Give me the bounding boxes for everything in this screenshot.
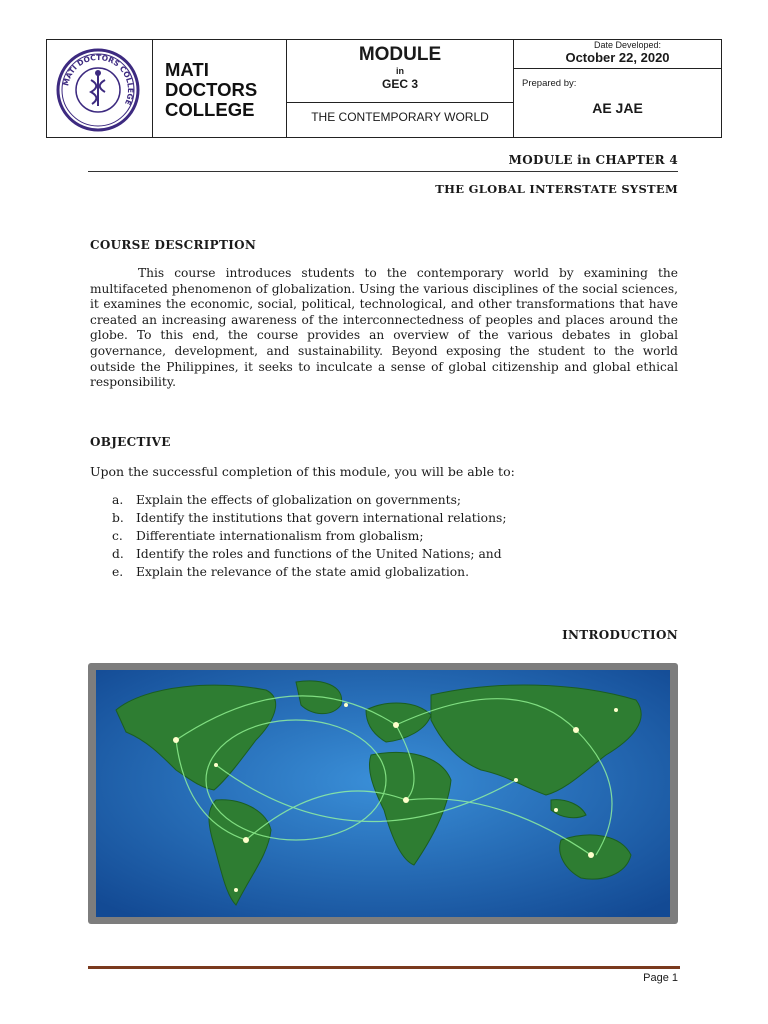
module-title: MODULE [358,44,442,65]
module-cell [287,40,514,137]
list-item: e. Explain the relevance of the state amid globalization. [112,565,470,579]
date-value: October 22, 2020 [565,50,670,65]
prepared-value: AE JAE [592,100,643,116]
module-header-table [46,39,722,138]
date-label: Date Developed: [593,40,661,50]
meta-cell [514,40,721,137]
course-code: GEC 3 [381,77,418,91]
divider [88,171,678,172]
objective-heading: OBJECTIVE [90,435,171,449]
course-title: THE CONTEMPORARY WORLD [311,110,489,124]
college-name-cell [153,40,287,137]
module-in: in [396,66,404,76]
college-name: MATI DOCTORS COLLEGE [165,59,258,120]
topic-heading: THE GLOBAL INTERSTATE SYSTEM [435,182,678,196]
list-item: b. Identify the institutions that govern international relations; [112,511,507,525]
world-map-network-icon [96,670,670,917]
introduction-heading: INTRODUCTION [562,628,678,642]
world-map-image [88,663,678,924]
prepared-label: Prepared by: [522,78,577,89]
objective-lead: Upon the successful completion of this module, you will be able to: [90,464,515,479]
course-description-body: This course introduces students to the contemporary world by examining the multifaceted phenomenon of globalization. Using the various disciplines of the social sciences, it examines the economic, social, political, technological, and other transformations that have created an increasing awareness of the interconnectedness of peoples and places around the globe. To this end, the course provides an overview of the various debates in global governance, development, and sustainability. Beyond exposing the student to the world outside the Philippines, it seeks to inculcate a sense of global citizenship and global ethical responsibility. [90,266,678,390]
list-item: c. Differentiate internationalism from globalism; [112,529,424,543]
course-description-heading: COURSE DESCRIPTION [90,238,257,252]
list-item: d. Identify the roles and functions of the United Nations; and [112,547,502,561]
chapter-heading: MODULE in CHAPTER 4 [508,153,678,167]
footer-rule [88,966,680,969]
seal-text: MATI DOCTORS COLLEGE [61,52,136,107]
logo-cell [47,40,153,137]
college-seal-icon [56,48,140,132]
objective-list [112,491,506,581]
page-number: Page 1 [643,972,678,984]
list-item: a. Explain the effects of globalization on governments; [112,493,462,507]
